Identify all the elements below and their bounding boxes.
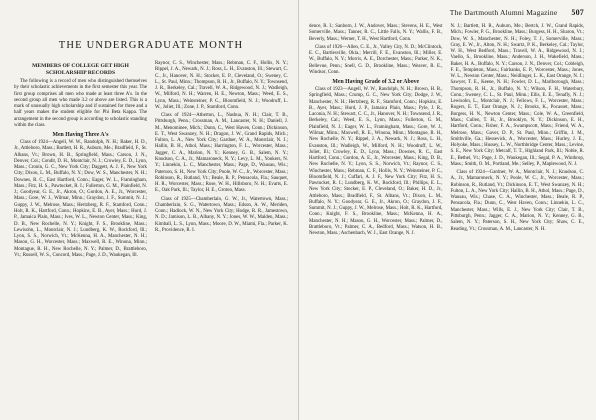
running-header (309, 6, 584, 18)
right-page (298, 0, 596, 420)
subhead-grade-3-2: Men Having Grade of 3.2 or Above (332, 79, 420, 86)
right-column-2 (451, 24, 585, 240)
right-page-columns (309, 24, 584, 240)
left-column-1 (14, 61, 147, 261)
class-1924-list: Class of 1924—Atherton, L., Nashua, N. H.; Clair, T. B., Pittsburgh, Penn.; Crossman, A. M., Lancaster, N. H.; Daniell, J. M., Menominee, Mich.; Dunn, C., West Haven, Conn.; Dickinson, E. T., West Swanzey, N. H.; Dragon, J. W., Grand Rapids, Mich.; Fulton, L. A., New York City; Gardner, W. A., Montclair, N. J.; Hallin, B. H., Athol, Mass.; Harrington, F. L., Worcester, Mass.; Jagger, C. A., Marion, N. Y.; Kenney, G. B., Salem, N. Y.; Knudson, C. A., Jr., Mamaroneck, N. Y.; Levy, L. M., Yonkers, N. Y.; Linnekin, L. C., Manchester, Mass.; Page, D., Wausau, Wis.; Paterson, S. H., New York City; Poole, W. C., Jr., Worcester, Mass.; Robinson, R., Rutland, Vt.; Beale, R. P., Pensacola, Fla.; Sauquet, H. R., Worcester, Mass.; Rose, W. H., Hillsboro, N. H.; Evarts, E. E., Oak Park, Ill.; Taylor, H. E., Groton, Mass. (155, 113, 288, 194)
article-intro: The following is a record of men who distinguished themselves by their scholastic achievements in the first semester this year. The first group comprises all men who made at least three A's. In the second group all men who made 3.2 or above are listed. This is a mark of unusually high scholarship and if sustained for three and a half years makes the student eligible for Phi Beta Kappa. The arrangement in the second group is according to scholastic standing within the class. (14, 78, 147, 128)
left-page-columns (14, 61, 288, 261)
three-as-list-continued: Raynor, C. S., Winchester, Mass.; Rebman, C. F., Hollis, N. Y.; Rippel, J. A., Newark, N. J.; Ross, L. H., Evanston, Ill.; Stewart, C. C., Jr., Hanover, N. H.; Stocker, E. P., Cleveland, O.; Sweney, C. L., St. Paul, Minn.; Thompson, R. H., Jr., Buffalo, N. Y.; Townsend, J. R., Berkeley, Cal.; Travell, W. A., Ridgewood, N. J.; Wadleigh, W., Milford, N. H.; Warren, H. E., Newton, Mass.; Weed, E. S., Lynn, Mass.; Weinsteiner, P. C., Bloomfield, N. J.; Woodruff, L. W., Joliet, Ill.; Zone, J. P., Stamford, Conn. (155, 61, 288, 110)
section-title: THE UNDERGRADUATE MONTH (58, 40, 244, 51)
class-1924-grade-list: Class of 1924—Gardner, W. A., Montclair, N. J.; Knudson, C. A., Jr., Mamaroneck, N. Y.; Poole, W. C., Jr., Worcester, Mass.; Robinson, R., Rutland, Vt.; Dickinson, E. T., West Swanzey, N. H.; Fulton, L. A., New York City; Hallin, B. H., Athol, Mass.; Page, D., Wausau, Wis.; Chase, C. A., Winchester, Mass.; Beale, R. P., Pensacola, Fla.; Dunn, C., West Haven, Conn.; Linnekin, L. C., Manchester, Mass.; Wills, E. J., New York City; Clair, T. B., Pittsburgh, Penn.; Jagger, C. A., Marion, N. Y.; Kenney, G. B., Salem, N. Y.; Paterson, S. H., New York City; Shaw, C. E., Reading, Vt.; Crossman, A. M., Lancaster, N. H. (450, 170, 584, 232)
left-column-2 (155, 61, 288, 261)
class-1926-list: Class of 1926—Allen, C. E., Jr., Valley City, N. D.; McClintock, E. C., Bartlesville, Okla.; Merrill, F. E., Evanston, Ill.; Miller, E. W., Buffalo, N. Y.; Morris, A. E., Dorchester, Mass.; Parker, N. K., Bellevue, Penn.; Snell, G. D., Brookline, Mass.; Weaver, R. E., Windsor, Conn. (309, 44, 443, 75)
article-heading: MEMBERS OF COLLEGE GET HIGH SCHOLARSHIP RECORDS (32, 63, 129, 76)
three-as-list: Class of 1924—Angell, W. W., Randolph, N. H.; Baker, H. D., Jr., Attleboro, Mass.; Bartlett, H. R., Auburn, Me.; Bradfield, F., St. Albans, Vt.; Brown, H. B., Springfield, Mass.; Carson, J. N., Denver, Col.; Condit, D. H., Montclair, N. J.; Crowley, E. D., Lynn, Mass.; Cronin, G. C., New York City; Daggett, A. J. F., New York City; Dixon, L. M., Buffalo, N. Y.; Dow, W. S., Manchester, N. H.; Downes, R. C., East Hartford, Conn.; Eager, W. L., Framingham, Mass.; Fitz, H. S., Pawtucket, R. I.; Fullerton, G. M., Plainfield, N. J.; Goodyear, G. E., Jr., Akron, O.; Gordon, A. E., Jr., Worcester, Mass.; Gore, W. J., Wilmar, Minn.; Graydon, J. F., Summit, N. J.; Guppy, J. W., Melrose, Mass.; Hertzberg, R. F., Stamford, Conn.; Holt, R. K., Hartford, Conn.; Hopkins, E. B., Ayer, Mass.; Hurd, J. P., Jamaica Plain, Mass.; Ives, W. L., Newton Center, Mass.; King, D. B., New Rochelle, N. Y.; Knight, F. S., Brookline, Mass.; Lewisohn, L., Montclair, N. J.; Lundberg, K. W., Rockford, Ill.; Lyon, S. S., Norwich, Vt.; McKenna, H. A., Manchester, N. H.; Mason, G. H., Worcester, Mass.; Maxwell, R. E., Winona, Minn.; Montague, R. H., New Rochelle, N. Y.; Palmer, D., Brattleboro, Vt.; Russell, W. S., Concord, Mass.; Page, J. D., Waukegan, Ill. (14, 140, 147, 258)
class-1923-grade-list: Class of 1923—Angell, W. W., Randolph, N. H.; Brown, H. B., Springfield, Mass.; Crump, G. C., New York City; Dodge, J. W., Manchester, N. H.; Hertzberg, R. F., Stamford, Conn.; Hopkins, E. B., Ayer, Mass.; Hurd, J. P., Jamaica Plain, Mass.; Pyle, J. R., Laconia, N. H.; Stewart, C. C., Jr., Hanover, N. H.; Townsend, J. R., Berkeley, Cal.; Weed, E. S., Lynn, Mass.; Fullerton, G. M., Plainfield, N. J.; Eager, W. L., Framingham, Mass.; Gore, W. J., Wilmar, Minn.; Maxwell, R. E., Winona, Minn.; Montague, R. H., New Rochelle, N. Y.; Rippel, J. A., Newark, N. J.; Ross, L. H., Evanston, Ill.; Wadleigh, W., Milford, N. H.; Woodruff, L. W., Joliet, Ill.; Crowley, E. D., Lynn, Mass.; Downes, R. C., East Hartford, Conn.; Gordon, A. E., Jr., Worcester, Mass.; King, D. B., New Rochelle, N. Y.; Lyon, S. S., Norwich, Vt.; Raynor, C. S., Winchester, Mass.; Rebman, C. F., Hollis, N. Y.; Weinsteiner, P. C., Bloomfield, N. J.; Cuffari, A. J. F., New York City; Fitz, H. S., Pawtucket, R. I.; Lundberg, K. W., Rockford, Ill.; Phillips, E. L., New York City; Stocker, E. P., Cleveland, O.; Baker, H. D., Jr., Attleboro, Mass.; Bradfield, F., St. Albans, Vt.; Dixon, L. M., Buffalo, N. Y.; Goodyear, G. E., Jr., Akron, O.; Graydon, J. F., Summit, N. J.; Guppy, J. W., Melrose, Mass.; Holt, R. K., Hartford, Conn.; Knight, F. S., Brookline, Mass.; McKenna, H. A., Manchester, N. H.; Mason, G. H., Worcester, Mass.; Palmer, D., Brattleboro, Vt.; Palmer, C. A., Bedford, Mass.; Watson, H. B., Newton, Mass.; Aschenbach, W. J., East Orange, N. J. (309, 87, 443, 237)
subhead-three-as: Men Having Three A's (52, 132, 109, 139)
class-1925-list-continued: dence, R. I.; Sanborn, J. W., Andover, Mass.; Stevens, H. E., West Somerville, Mass.; Tanner, R. C., Little Falls, N. Y.; Wallis, F. B., Beverly, Mass.; Werner, T. H., West Hartford, Conn. (309, 24, 443, 42)
page-number: 507 (571, 7, 584, 17)
journal-title: The Dartmouth Alumni Magazine (449, 7, 558, 17)
class-1923-grade-list-continued: N. J.; Bartlett, H. R., Auburn, Me.; Bertch, J. W., Grand Rapids, Mich.; Fowler, P. G., Brookline, Mass.; Burgess, H. H., Sharon, Vt.; Dow, W. S., Manchester, N. H.; Foley, T. J., Somerville, Mass.; Gray, E. W., Jr., Alton, N. H.; Swartz, P. K., Berkeley, Cal.; Taylor, W. H., West Bedford, Mass.; Travell, W. A., Ridgewood, N. J.; Vaello, S., Brookline, Mass.; Anderson, J. H., Wakefield, Mass.; Baker, H. A., Buffalo, N. Y.; Carson, J. N., Denver, Col.; Cobleigh, F. E., Templeton, Mass.; Fairbanks, E. P., Worcester, Mass.; Jones, W. L., Newton Center, Mass.; Neidlinger, L. K., East Orange, N. J.; Sawyer, T. E., Keene, N. H.; Fowler, D. L., Marlborough, Mass.; Thompson, R. H., Jr., Buffalo, N. Y.; Wilson, F. H., Waterbury, Conn.; Sweney, C. L., St. Paul, Minn.; Ellis, E. E., Tenafly, N. J.; Lewisohn, L., Montclair, N. J.; Fellows, F. L., Worcester, Mass.; Rogers, E. T., East Orange, N. J.; Brooks, K., Pocasset, Mass.; Burgess, H. N., Newton Center, Mass.; Cole, W. A., Greenfield, Mass.; Cullen, T. H., Jr., Brooklyn, N. Y.; Dickinson, E. H., Hartford, Conn.; Fisher, F. A., Swampscott, Mass.; Friend, W. A., Melrose, Mass.; Gaver, D. P., St. Paul, Minn.; Griffin, J. M., Smithville, Ga.; Hessevick, A., Worcester, Mass.; Hurley, J. E., Holyoke, Mass.; Hussey, L. W., Northbridge Center, Mass.; Levine, S. E., New York City; Metcalf, T. T., Highland Park, Ill.; Noble, R. E., Bethel, Vt.; Page, J. D., Waukegan, Ill.; Segal, P. A., Winthrop, Mass.; Smith, O. M., Portland, Me.; Selley, P., Maplewood, N. J. (450, 24, 584, 167)
class-1925-list: Class of 1925—Chamberlain, G. W., Jr., Watertown, Mass.; Chamberlain, S. G., Watertown, Mass.; Edson, A. W., Meriden, Conn.; Hadlock, W. N., New York City; Hodge, R. R., Jamestown, N. D.; Jamison, L. B., Albany, N. Y.; Jones, W. W., Malden, Mass.; Kimball, L. S., Lynn, Mass.; Moore, D. W., Miami, Fla.; Parker, K. R., Providence, R. I. (155, 196, 288, 233)
right-column-1 (309, 24, 443, 240)
